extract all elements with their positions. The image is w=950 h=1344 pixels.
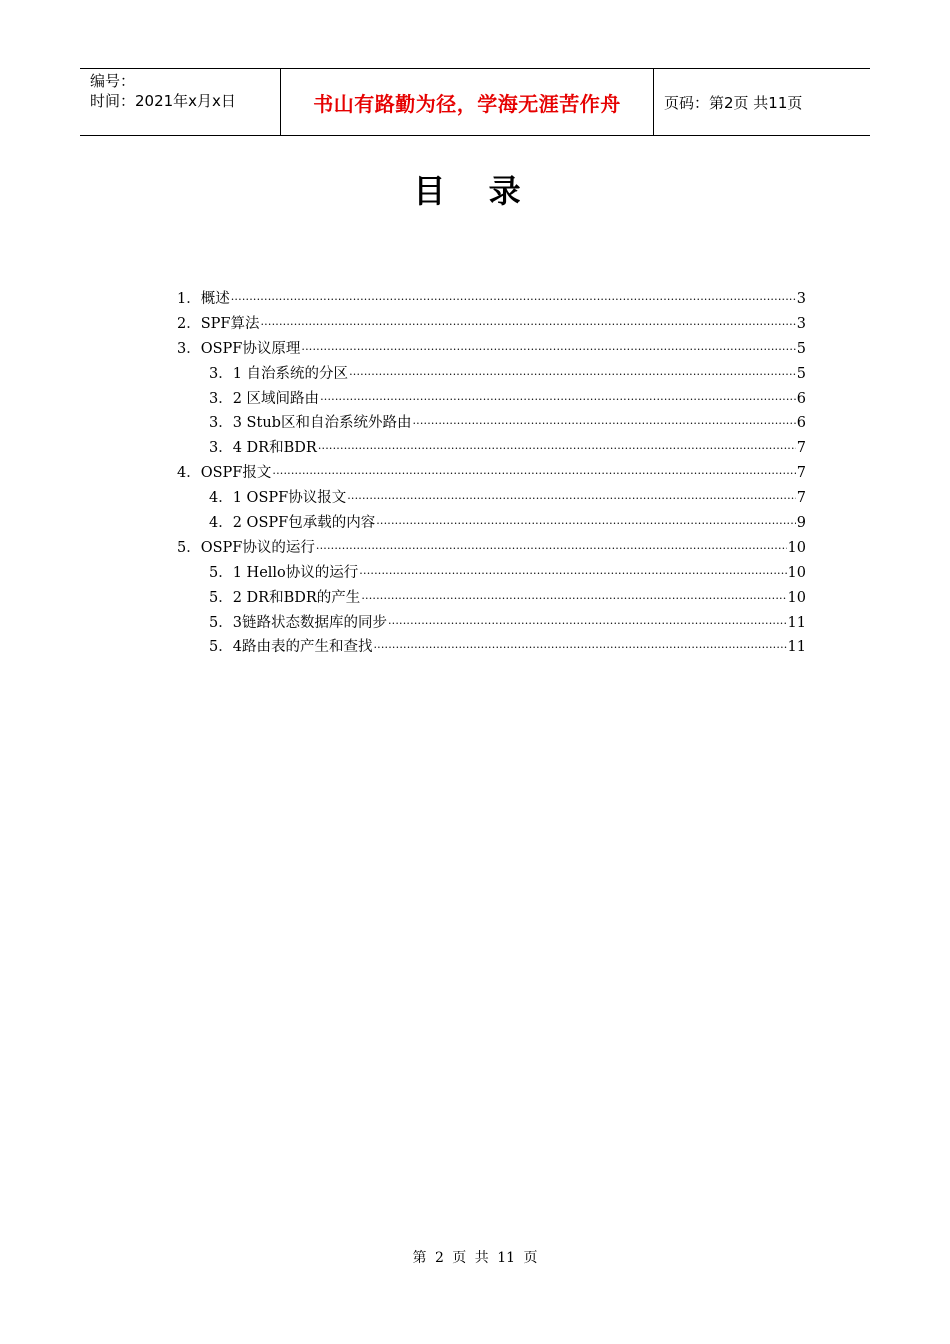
toc-entry-label: 4．2 OSPF包承载的内容	[209, 515, 376, 532]
toc-entry-label: 5．4路由表的产生和查找	[209, 639, 373, 656]
toc-entry-label: 3．OSPF协议原理	[177, 340, 301, 357]
toc-entry-page: 3	[796, 315, 806, 332]
toc-dot-leader	[349, 360, 796, 378]
toc-dot-leader	[301, 335, 795, 353]
toc-dot-leader	[359, 559, 786, 577]
page-footer: 第 2 页 共 11 页	[412, 1250, 538, 1266]
toc-entry[interactable]	[177, 360, 806, 385]
toc-entry-label: 5．2 DR和BDR的产生	[209, 589, 361, 606]
toc-entry[interactable]	[177, 310, 806, 335]
toc-dot-leader	[272, 459, 795, 477]
toc-dot-leader	[260, 310, 795, 328]
toc-entry-label: 3．4 DR和BDR	[209, 440, 317, 457]
toc-entry-label: 4．1 OSPF协议报文	[209, 490, 347, 507]
header-page-info: 页码：第2页 共11页	[664, 93, 803, 112]
table-of-contents	[177, 285, 806, 658]
toc-entry-page: 10	[787, 564, 806, 581]
toc-entry-label: 1．概述	[177, 291, 230, 307]
toc-entry-page: 6	[796, 415, 806, 432]
toc-entry-label: 5．1 Hello协议的运行	[209, 564, 359, 581]
toc-entry[interactable]	[177, 434, 806, 459]
toc-dot-leader	[318, 434, 796, 452]
header-time: 时间：2021年x月x日	[90, 92, 236, 110]
toc-entry[interactable]	[177, 385, 806, 410]
toc-entry[interactable]	[177, 484, 806, 509]
toc-entry[interactable]	[177, 459, 806, 484]
toc-dot-leader	[361, 584, 786, 602]
toc-entry-label: 2．SPF算法	[177, 315, 260, 332]
toc-entry-label: 3．2 区域间路由	[209, 390, 320, 407]
toc-entry-page: 5	[796, 365, 806, 382]
toc-entry[interactable]	[177, 633, 806, 658]
toc-dot-leader	[388, 609, 787, 627]
toc-entry[interactable]	[177, 609, 806, 634]
toc-entry-page: 11	[787, 639, 806, 656]
toc-entry[interactable]	[177, 509, 806, 534]
toc-dot-leader	[316, 534, 787, 552]
toc-entry[interactable]	[177, 409, 806, 434]
toc-entry-page: 9	[796, 515, 806, 532]
toc-entry-label: 5．3链路状态数据库的同步	[209, 614, 387, 631]
toc-dot-leader	[347, 484, 796, 502]
toc-entry-page: 10	[787, 539, 806, 556]
toc-entry-label: 5．OSPF协议的运行	[177, 539, 315, 556]
header-meta	[80, 69, 281, 135]
toc-entry-page: 7	[796, 465, 806, 482]
toc-dot-leader	[231, 285, 796, 303]
toc-entry-page: 7	[796, 440, 806, 457]
toc-entry-page: 3	[796, 291, 806, 307]
toc-entry[interactable]	[177, 335, 806, 360]
toc-entry[interactable]	[177, 534, 806, 559]
toc-entry[interactable]	[177, 285, 806, 310]
toc-entry[interactable]	[177, 559, 806, 584]
toc-entry[interactable]	[177, 584, 806, 609]
page-header	[80, 68, 870, 136]
toc-dot-leader	[320, 385, 796, 403]
toc-entry-label: 3．1 自治系统的分区	[209, 365, 349, 382]
toc-entry-label: 3．3 Stub区和自治系统外路由	[209, 415, 412, 432]
toc-entry-page: 7	[796, 490, 806, 507]
toc-entry-label: 4．OSPF报文	[177, 465, 272, 482]
toc-entry-page: 6	[796, 390, 806, 407]
toc-dot-leader	[373, 633, 786, 651]
toc-entry-page: 10	[787, 589, 806, 606]
toc-dot-leader	[412, 409, 795, 427]
header-motto: 书山有路勤为径，学海无涯苦作舟	[281, 69, 654, 135]
page-title: 目 录	[413, 172, 537, 210]
toc-entry-page: 11	[787, 614, 806, 631]
toc-dot-leader	[376, 509, 796, 527]
toc-entry-page: 5	[796, 340, 806, 357]
header-number: 编号：	[90, 72, 136, 90]
